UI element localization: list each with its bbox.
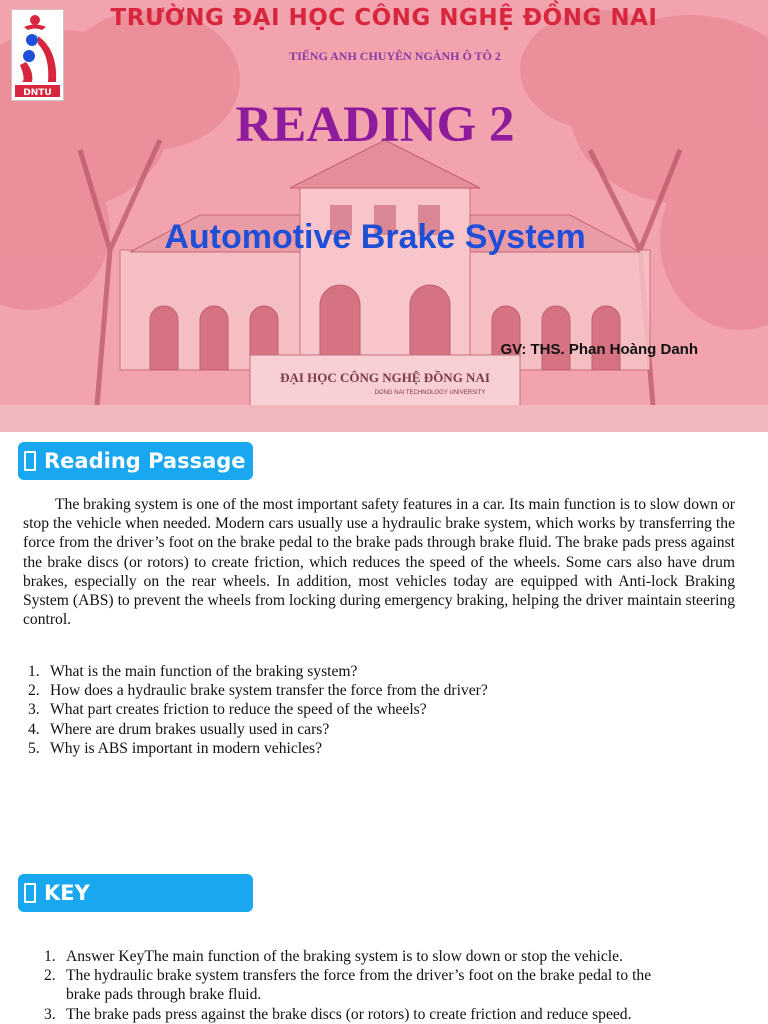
lesson-topic: Automotive Brake System: [164, 218, 586, 256]
answer-text: The brake pads press against the brake discs (or rotors) to create friction and reduce speed.: [66, 1005, 632, 1023]
answer-number: 1.: [44, 948, 56, 965]
answer-text: The hydraulic brake system transfers the force from the driver’s foot on the brake pedal to the brake pads through brake fluid.: [66, 967, 652, 1004]
answer-item: [44, 947, 664, 966]
answer-item: [44, 1005, 664, 1024]
answer-number: 3.: [44, 1005, 56, 1023]
question-number: 4.: [28, 720, 40, 738]
key-header-label: KEY: [44, 881, 90, 905]
question-list: [28, 662, 728, 758]
answer-key-list: [44, 947, 664, 1024]
question-text: What part creates friction to reduce the speed of the wheels?: [50, 701, 427, 719]
question-text: Why is ABS important in modern vehicles?: [50, 739, 322, 757]
answer-item: [44, 966, 664, 1004]
teacher-name: GV: THS. Phan Hoàng Danh: [500, 341, 698, 358]
question-number: 5.: [28, 739, 40, 757]
question-item: [28, 739, 728, 758]
question-text: What is the main function of the braking system?: [50, 663, 358, 680]
question-text: How does a hydraulic brake system transfer the force from the driver?: [50, 682, 488, 700]
building-sign-line2: DONG NAI TECHNOLOGY UNIVERSITY: [374, 390, 486, 396]
answer-number: 2.: [44, 967, 56, 985]
campus-building-image: [0, 0, 768, 432]
question-number: 1.: [28, 663, 40, 680]
question-item: [28, 720, 728, 739]
reading-passage-text: The braking system is one of the most important safety features in a car. Its main function is to slow down or stop the vehicle when needed. Modern cars usually use a hydraulic brake system, which works by transferring the force from the driver’s foot on the brake pedal to the brake pads through brake fluid. The brake pads press against the brake discs (or rotors) to create friction, which reduces the speed of the wheels. Some cars also have drum brakes, especially on the rear wheels. In addition, most vehicles today are equipped with Anti-lock Braking System (ABS) to prevent the wheels from locking during emergency braking, helping the driver maintain steering control.: [23, 496, 735, 629]
lesson-title: READING 2: [235, 97, 515, 153]
header-banner: [0, 0, 768, 432]
logo-text: DNTU: [23, 88, 52, 98]
key-header: [18, 874, 253, 912]
question-item: [28, 681, 728, 700]
question-item: [28, 700, 728, 719]
reading-passage-header: [18, 442, 253, 480]
school-name: TRƯỜNG ĐẠI HỌC CÔNG NGHỆ ĐỒNG NAI: [110, 5, 658, 31]
answer-text: Answer KeyThe main function of the braking system is to slow down or stop the vehicle.: [66, 948, 623, 965]
question-number: 3.: [28, 701, 40, 719]
question-item: [28, 662, 728, 681]
building-sign-line1: ĐẠI HỌC CÔNG NGHỆ ĐỒNG NAI: [280, 370, 490, 385]
square-icon: [24, 883, 36, 903]
reading-passage-header-label: Reading Passage: [44, 449, 246, 473]
course-name: TIẾNG ANH CHUYÊN NGÀNH Ô TÔ 2: [289, 49, 501, 63]
question-text: Where are drum brakes usually used in cars?: [50, 720, 330, 738]
question-number: 2.: [28, 682, 40, 700]
square-icon: [24, 451, 36, 471]
